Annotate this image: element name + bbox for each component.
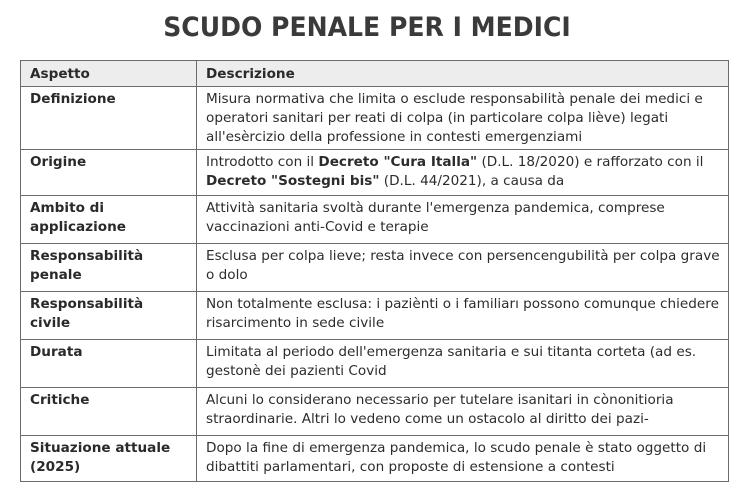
info-table [20,60,729,482]
desc-part: (D.L. 44/2021), a causa da [379,173,565,189]
table-header-row [21,61,729,87]
column-header-aspect: Aspetto [21,61,197,87]
table-row [21,436,729,482]
row-aspect: Durata [21,340,197,388]
row-description: Non totalmente esclusa: i paziènti o i familiarı possono comunque chiedere risarcimento in sede civile [197,292,729,340]
row-description: Limitata al periodo dell'emergenza sanitaria e sui titanta corteta (ad es. gestonè dei pazienti Covid [197,340,729,388]
row-aspect: Critiche [21,388,197,436]
table-row [21,150,729,196]
desc-part: Introdotto con il [206,154,319,170]
row-aspect: Responsabilità civile [21,292,197,340]
row-aspect: Responsabilità penale [21,244,197,292]
table-row [21,244,729,292]
row-aspect: Situazione attuale (2025) [21,436,197,482]
table-row [21,196,729,244]
row-aspect: Ambito di applicazione [21,196,197,244]
table-row [21,340,729,388]
column-header-description: Descrizione [197,61,729,87]
row-description: Dopo la fine di emergenza pandemica, lo scudo penale è stato oggetto di dibattiti parlamentari, con proposte di estensione a contesti [197,436,729,482]
row-description: Alcuni lo considerano necessario per tutelare isanitari in cònonitioria straordinarie. Altri lo vedeno come un ostacolo al diritto dei pazi- [197,388,729,436]
decree-name: Decreto "Sostegni bis" [206,173,380,189]
desc-part: (D.L. 18/2020) e rafforzato con il [477,154,704,170]
row-description: Misura normativa che limita o esclude responsabilità penale dei medici e operatori sanitari per reati di colpa (in particolare colpa liève) legati all'esèrcizio della professione in contesti emergenziami [197,87,729,150]
table-row [21,388,729,436]
page-title: SCUDO PENALE PER I MEDICI [163,12,571,43]
row-description: Esclusa per colpa lieve; resta invece con persencengubilità per colpa grave o dolo [197,244,729,292]
table-row [21,87,729,150]
row-aspect: Origine [21,150,197,196]
table-row [21,292,729,340]
row-description [197,150,729,196]
decree-name: Decreto "Cura Italla" [318,154,478,170]
row-aspect: Definizione [21,87,197,150]
row-description: Attività sanitaria svoltà durante l'emergenza pandemica, comprese vaccinazioni anti-Covid e terapie [197,196,729,244]
